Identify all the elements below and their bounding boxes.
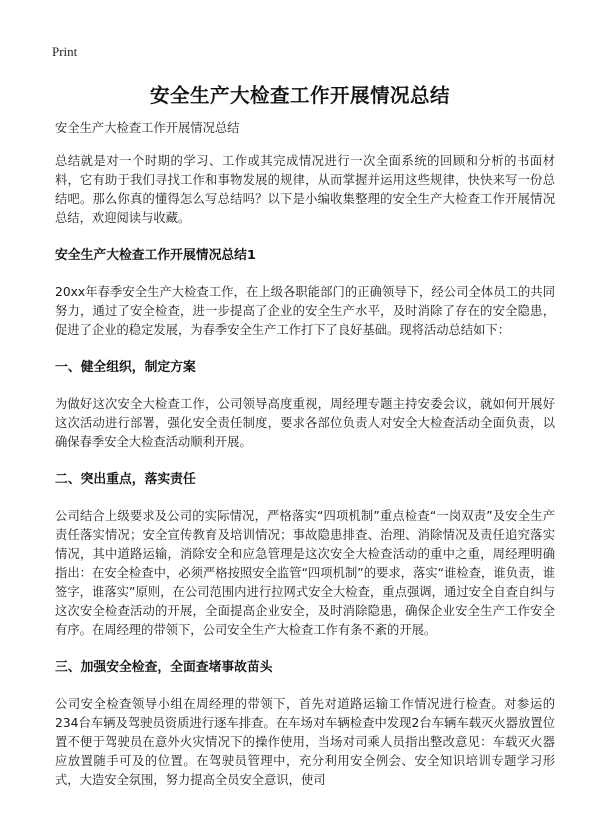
part3-paragraph: 公司安全检查领导小组在周经理的带领下，首先对道路运输工作情况进行检查。对参运的234台车辆及驾驶员资质进行逐车排查。在车场对车辆检查中发现2台车辆车载灭火器放置位置不便于驾驶员在意外火灾情况下的操作使用，当场对司乘人员指出整改意见：车载灭火器应放置随手可及的位置。在驾驶员管理中，充分利用安全例会、安全知识培训专题学习形式，大造安全氛围，努力提高全员安全意识，使司 <box>55 697 555 787</box>
page-title: 安全生产大检查工作开展情况总结 <box>149 84 450 107</box>
print-label: Print <box>52 44 78 59</box>
document-subtitle: 安全生产大检查工作开展情况总结 <box>55 121 240 135</box>
document-body <box>55 119 555 808</box>
part1-heading: 一、健全组织，制定方案 <box>55 360 196 375</box>
intro-paragraph: 总结就是对一个时期的学习、工作或其完成情况进行一次全面系统的回顾和分析的书面材料，它有助于我们寻找工作和事物发展的规律，从而掌握并运用这些规律，快快来写一份总结吧。那么你真的懂得怎么写总结吗？以下是小编收集整理的安全生产大检查工作开展情况总结，欢迎阅读与收藏。 <box>55 154 555 225</box>
part3-heading: 三、加强安全检查，全面查堵事故苗头 <box>55 660 273 675</box>
part1-paragraph: 为做好这次安全大检查工作，公司领导高度重视，周经理专题主持安委会议，就如何开展好这次活动进行部署，强化安全责任制度，要求各部位负责人对安全大检查活动全面负责，以确保春季安全大检查活动顺利开展。 <box>55 397 555 449</box>
part2-paragraph: 公司结合上级要求及公司的实际情况，严格落实“四项机制”重点检查“一岗双责”及安全生产责任落实情况；安全宣传教育及培训情况；事故隐患排查、治理、消除情况及责任追究落实情况，其中道路运输，消除安全和应急管理是这次安全大检查活动的重中之重，周经理明确指出：在安全检查中，必须严格按照安全监管“四项机制”的要求，落实“谁检查，谁负责，谁签字，谁落实”原则，在公司范围内进行拉网式安全大检查，重点强调，通过安全自查自纠与这次安全检查活动的开展，全面提高企业安全，及时消除隐患，确保企业安全生产工作安全有序。在周经理的带领下，公司安全生产大检查工作有条不紊的开展。 <box>55 509 555 637</box>
section-heading: 安全生产大检查工作开展情况总结1 <box>55 248 256 263</box>
section-intro-paragraph: 20xx年春季安全生产大检查工作，在上级各职能部门的正确领导下，经公司全体员工的共同努力，通过了安全检查，进一步提高了企业的安全生产水平，及时消除了存在的安全隐患，促进了企业的稳定发展，为春季安全生产工作打下了良好基础。现将活动总结如下： <box>55 285 555 337</box>
part2-heading: 二、突出重点，落实责任 <box>55 472 196 487</box>
